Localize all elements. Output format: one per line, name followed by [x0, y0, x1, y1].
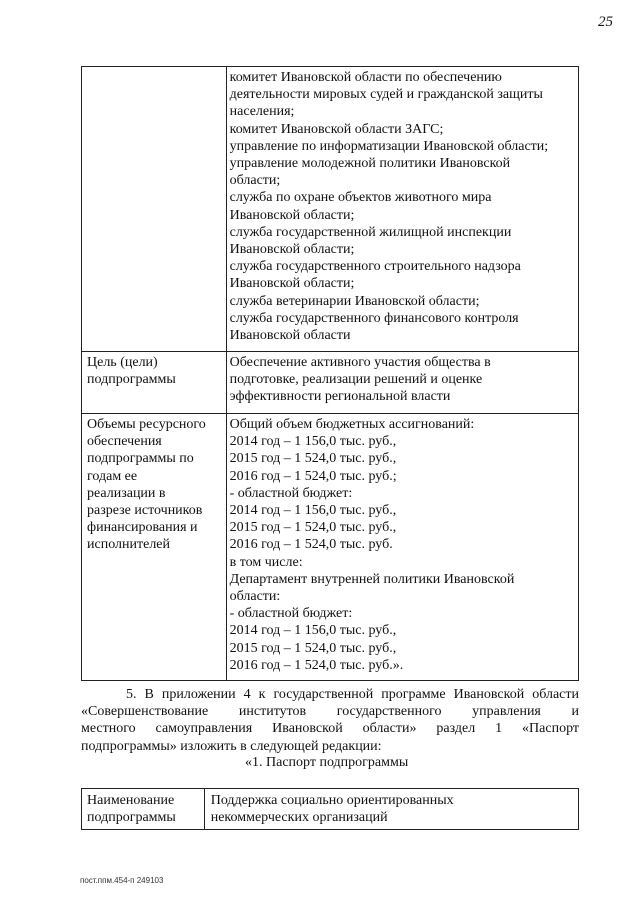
section-subtitle: «1. Паспорт подпрограммы — [245, 755, 409, 770]
row-label-cell — [82, 67, 227, 352]
row-label — [82, 67, 226, 71]
table-row — [82, 352, 579, 414]
table-row — [82, 67, 579, 352]
goal-value-cell — [226, 352, 578, 414]
paragraph-line: 5. В приложении 4 к государственной программе Ивановской области — [126, 687, 579, 702]
name-value: Поддержка социально ориентированных некоммерческих организаций — [210, 793, 454, 826]
funding-label-cell — [82, 414, 227, 681]
goal-label-cell — [82, 352, 227, 414]
name-label: Наименование подпрограммы — [87, 793, 176, 826]
table-row — [82, 789, 579, 830]
goal-value: Обеспечение активного участия общества в подготовке, реализации решений и оценке эффективности региональной власти — [229, 355, 491, 405]
page-number: 25 — [598, 14, 613, 30]
executors-list: комитет Ивановской области по обеспечению деятельности мировых судей и гражданской защиты населения; комитет Ивановской области ЗАГС; управление по информатизации Ивановской области; управление молодежной политики Ивановской области; служба по охране объектов животного мира Ивановской области; служба государственной жилищной инспекции Ивановской области; служба государственного строительного надзора Ивановской области; служба ветеринарии Ивановской области; служба государственного финансового контроля Ивановской области — [229, 70, 549, 344]
goal-label: Цель (цели) подпрограммы — [87, 355, 176, 388]
paragraph-line: «Совершенствование институтов государственного управления и — [81, 704, 579, 720]
funding-details: Общий объем бюджетных ассигнований: 2014 год – 1 156,0 тыс. руб., 2015 год – 1 524,0 тыс. руб., 2016 год – 1 524,0 тыс. руб.; - областной бюджет: 2014 год – 1 156,0 тыс. руб., 2015 год – 1 524,0 тыс. руб., 2016 год – 1 524,0 тыс. руб. в том числе: Департамент внутренней политики Ивановской области: - областной бюджет: 2014 год – 1 156,0 тыс. руб., 2015 год – 1 524,0 тыс. руб., 2016 год – 1 524,0 тыс. руб.». — [229, 417, 515, 673]
name-label-cell — [82, 789, 205, 830]
document-footer: пост.ппм.454-п 249103 — [80, 876, 164, 885]
funding-label: Объемы ресурсного обеспечения подпрограммы по годам ее реализации в разрезе источников финансирования и исполнителей — [87, 417, 206, 553]
name-value-cell — [204, 789, 578, 830]
paragraph-line: подпрограммы» изложить в следующей редакции: — [81, 738, 382, 754]
passport-table-continued — [81, 66, 579, 681]
executors-cell — [226, 67, 578, 352]
paragraph-line: местного самоуправления Ивановской области» раздел 1 «Паспорт — [81, 721, 579, 737]
amendment-paragraph — [81, 686, 579, 755]
funding-value-cell — [226, 414, 578, 681]
table-row — [82, 414, 579, 681]
passport-table-new — [81, 788, 579, 830]
